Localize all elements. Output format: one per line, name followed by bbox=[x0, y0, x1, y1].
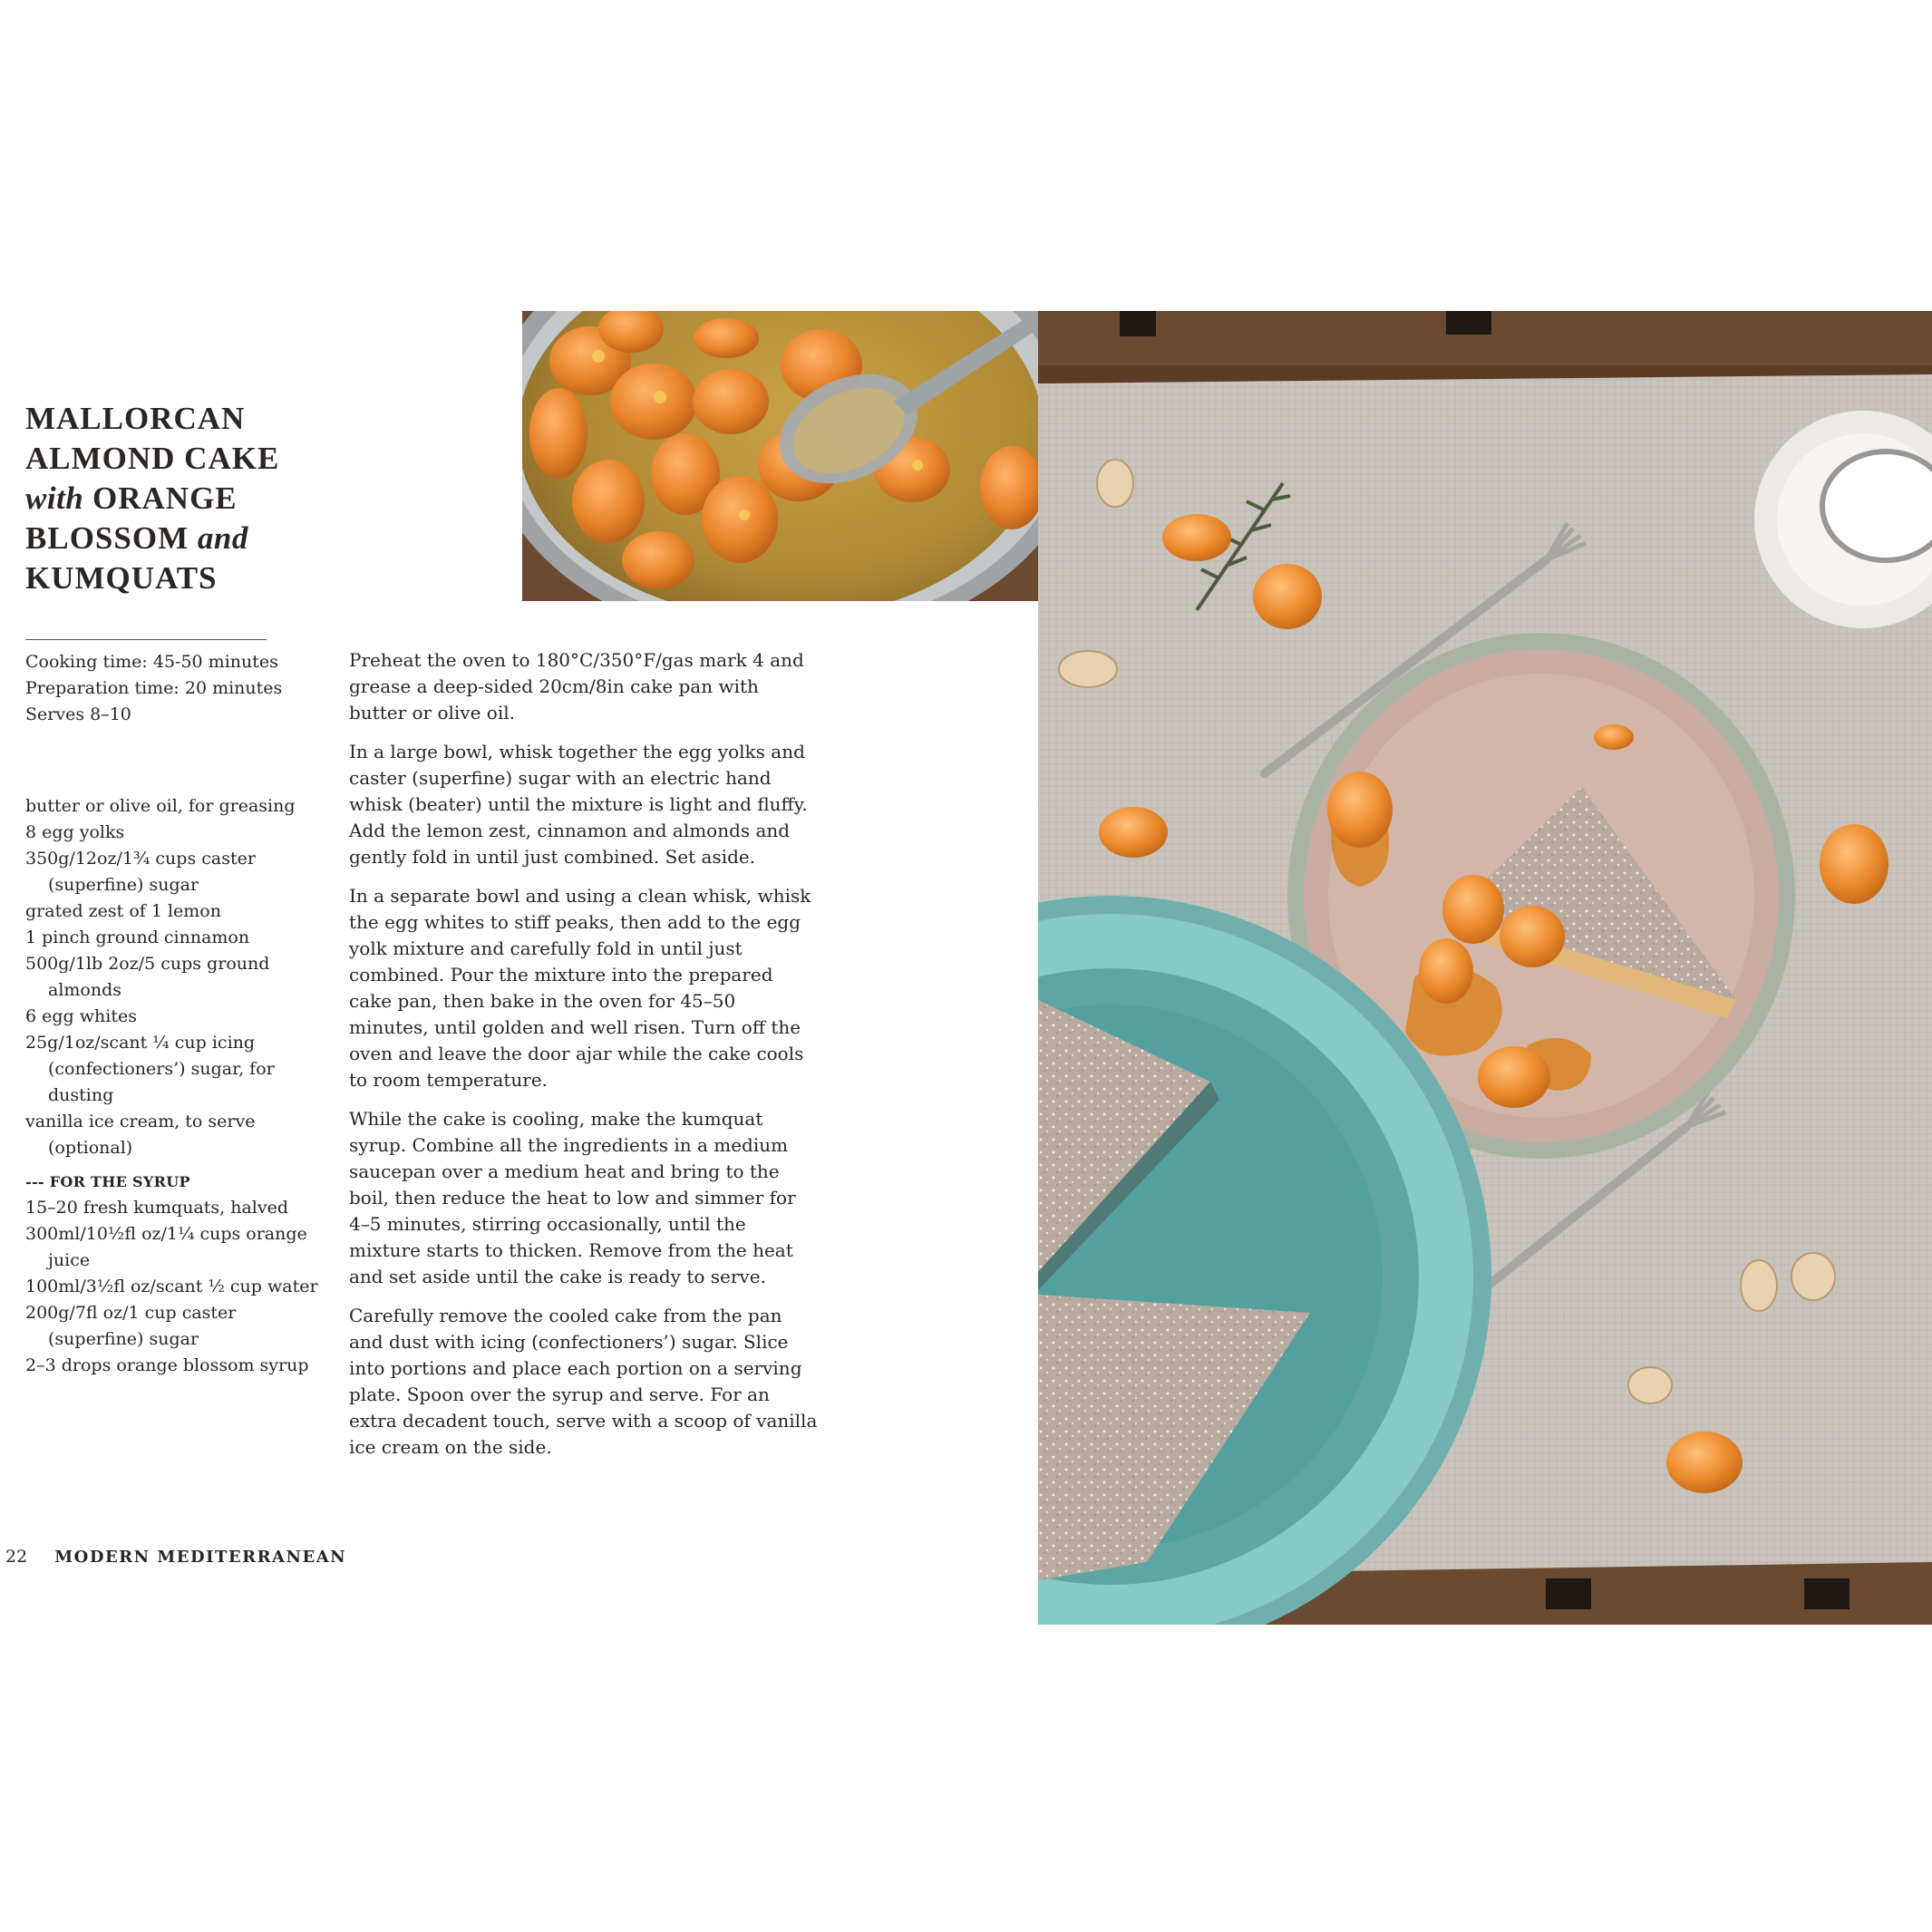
title-italic-and: and bbox=[197, 520, 248, 556]
title-line-3 bbox=[25, 479, 325, 519]
method-paragraph: In a large bowl, whisk together the egg yolks and caster (superfine) sugar with an electric hand whisk (beater) until the mixture is light and fluffy. Add the lemon zest, cinnamon and almonds and gently fold in until just combined. Set aside. bbox=[349, 741, 808, 868]
ingredient-item: vanilla ice cream, to serve (optional) bbox=[25, 1112, 256, 1158]
method-paragraph: While the cake is cooling, make the kumquat syrup. Combine all the ingredients in a medium saucepan over a medium heat and bring to the boil, then reduce the heat to low and simmer for 4–5 minutes, stirring occasionally, until the mixture starts to thicken. Remove from the heat and set aside until the cake is ready to serve. bbox=[349, 1108, 796, 1287]
syrup-ingredient-item: 100ml/3½fl oz/scant ½ cup water bbox=[25, 1277, 318, 1296]
ingredient-item: 500g/1lb 2oz/5 cups ground almonds bbox=[25, 954, 270, 1000]
syrup-heading: --- FOR THE SYRUP bbox=[25, 1173, 190, 1190]
kumquat-saucepan-photo bbox=[522, 311, 1072, 601]
title-italic-with: with bbox=[25, 481, 84, 516]
ingredient-item: 350g/12oz/1¾ cups caster (superfine) sugar bbox=[25, 849, 256, 895]
syrup-ingredient-item: 200g/7fl oz/1 cup caster (superfine) sugar bbox=[25, 1303, 237, 1349]
title-line-1: MALLORCAN bbox=[25, 401, 246, 436]
syrup-ingredient-item: 2–3 drops orange blossom syrup bbox=[25, 1355, 309, 1375]
ingredient-item: 6 egg whites bbox=[25, 1006, 137, 1026]
table-scene-illustration bbox=[1038, 311, 1932, 1625]
title-line-5: KUMQUATS bbox=[25, 560, 218, 596]
ingredient-item: 8 egg yolks bbox=[25, 822, 125, 842]
ingredient-item: 25g/1oz/scant ¼ cup icing (confectioners’) sugar, for dusting bbox=[25, 1033, 275, 1105]
syrup-ingredient-item: 300ml/10½fl oz/1¼ cups orange juice bbox=[25, 1224, 307, 1270]
recipe-meta bbox=[25, 649, 325, 728]
method-paragraph: Preheat the oven to 180°C/350°F/gas mark 4 and grease a deep-sided 20cm/8in cake pan with butter or olive oil. bbox=[349, 649, 804, 723]
preparation-time: Preparation time: 20 minutes bbox=[25, 678, 283, 698]
syrup-ingredient-item: 15–20 fresh kumquats, halved bbox=[25, 1198, 289, 1218]
method-paragraph: Carefully remove the cooled cake from the pan and dust with icing (confectioners’) sugar. Slice into portions and place each portion on a serving plate. Spoon over the syrup and serve. For an extra decadent touch, serve with a scoop of vanilla ice cream on the side. bbox=[349, 1305, 818, 1458]
ingredient-item: grated zest of 1 lemon bbox=[25, 901, 221, 921]
title-line-4 bbox=[25, 519, 325, 558]
title-line-4-start: BLOSSOM bbox=[25, 520, 198, 556]
serves: Serves 8–10 bbox=[25, 704, 131, 724]
method-paragraph: In a separate bowl and using a clean whisk, whisk the egg whites to stiff peaks, then add to the egg yolk mixture and carefully fold in until just combined. Pour the mixture into the prepared cake pan, then bake in the oven for 45–50 minutes, until golden and well risen. Turn off the oven and leave the door ajar while the cake cools to room temperature. bbox=[349, 885, 811, 1091]
method-text bbox=[349, 647, 820, 1473]
recipe-title bbox=[25, 399, 325, 598]
title-divider bbox=[25, 639, 267, 640]
book-title: MODERN MEDITERRANEAN bbox=[54, 1548, 347, 1567]
ingredients-list bbox=[25, 793, 325, 1379]
saucepan-illustration bbox=[522, 311, 1072, 601]
page-footer bbox=[5, 1547, 346, 1567]
title-line-2: ALMOND CAKE bbox=[25, 441, 280, 476]
ingredient-item: 1 pinch ground cinnamon bbox=[25, 927, 250, 947]
ingredient-item: butter or olive oil, for greasing bbox=[25, 796, 296, 816]
title-line-3-rest: ORANGE bbox=[83, 481, 238, 516]
cooking-time: Cooking time: 45-50 minutes bbox=[25, 652, 278, 672]
almond-cake-table-photo bbox=[1038, 311, 1932, 1625]
page-number: 22 bbox=[5, 1547, 28, 1567]
